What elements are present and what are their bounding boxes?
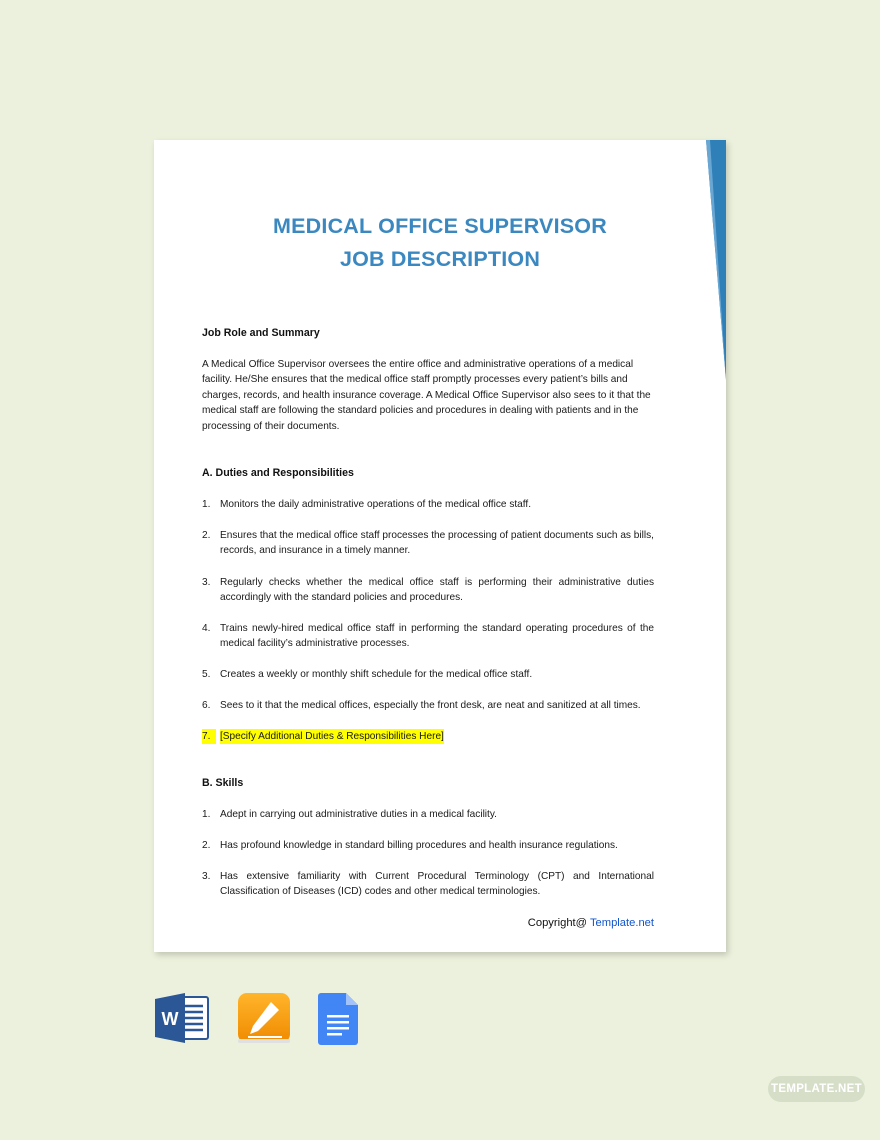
skill-number: 1.	[202, 809, 211, 820]
duty-text: Sees to it that the medical offices, especially the front desk, are neat and sanitized at all times.	[220, 700, 641, 711]
document-title-line1: MEDICAL OFFICE SUPERVISOR	[273, 214, 607, 238]
duty-text: Monitors the daily administrative operations of the medical office staff.	[220, 499, 532, 510]
skill-number: 3.	[202, 871, 211, 882]
copyright-prefix: Copyright@	[527, 917, 590, 929]
pages-icon[interactable]	[238, 993, 290, 1045]
document-title-line2: JOB DESCRIPTION	[339, 247, 541, 271]
summary-paragraph: A Medical Office Supervisor oversees the entire office and administrative operations of a medical facility. He/She ensures that the medical office staff promptly processes every patient’s bills and charges, records, and health insurance coverage. A Medical Office Supervisor also sees to it that the medical staff are following the standard policies and procedures in dealing with patients and in the processing of their documents.	[202, 359, 651, 432]
duty-number: 5.	[202, 669, 211, 680]
skill-number: 2.	[202, 840, 211, 851]
duty-placeholder-text: [Specify Additional Duties & Responsibilities Here]	[220, 729, 444, 744]
word-icon[interactable]	[155, 993, 211, 1043]
duty-number: 6.	[202, 700, 211, 711]
role-heading: Job Role and Summary	[202, 327, 320, 339]
copyright-notice	[528, 917, 654, 929]
template-net-badge[interactable]: TEMPLATE.NET	[768, 1076, 865, 1102]
skills-heading: B. Skills	[202, 777, 244, 789]
google-docs-icon[interactable]	[318, 993, 358, 1045]
duty-number: 3.	[202, 577, 211, 588]
duties-heading: A. Duties and Responsibilities	[202, 467, 354, 479]
duty-text: Regularly checks whether the medical office staff is performing their administrative duties accordingly with the standard policies and procedures.	[220, 577, 654, 604]
duty-text: Creates a weekly or monthly shift schedule for the medical office staff.	[220, 669, 533, 680]
skill-text: Has extensive familiarity with Current Procedural Terminology (CPT) and International Classification of Diseases (ICD) codes and other medical terminologies.	[220, 871, 654, 898]
duty-text: Ensures that the medical office staff processes the processing of patient documents such as bills, records, and insurance in a timely manner.	[220, 530, 654, 557]
skill-text: Adept in carrying out administrative duties in a medical facility.	[220, 809, 497, 820]
copyright-link[interactable]: Template.net	[589, 917, 654, 929]
duty-number: 2.	[202, 530, 211, 541]
svg-text:W: W	[161, 1009, 179, 1029]
corner-accent	[706, 140, 726, 390]
document-page	[154, 140, 726, 952]
skill-text: Has profound knowledge in standard billing procedures and health insurance regulations.	[220, 840, 618, 851]
duty-number: 7.	[202, 729, 216, 744]
duty-text: Trains newly-hired medical office staff in performing the standard operating procedures of the medical facility’s administrative processes.	[220, 623, 654, 650]
duty-number: 4.	[202, 623, 211, 634]
duty-number: 1.	[202, 499, 211, 510]
